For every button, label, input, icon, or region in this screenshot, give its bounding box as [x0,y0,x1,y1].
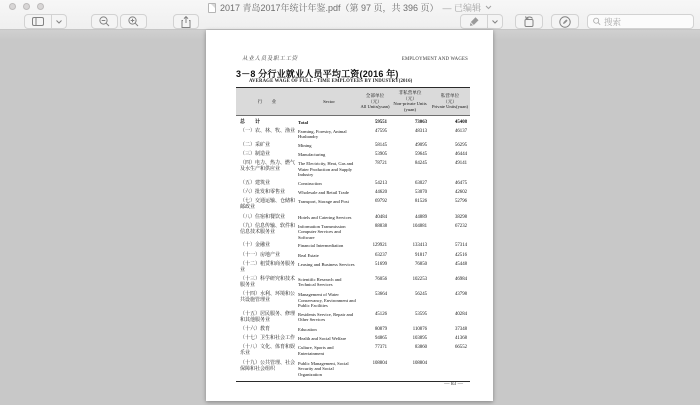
non-private-value: 44889 [415,214,427,220]
all-units-value: 58145 [375,142,387,148]
industry-name-cn: 总 计 [240,119,261,125]
non-private-value: 83860 [415,345,427,351]
all-units-value: 53905 [375,152,387,158]
window-title-text: 2017 青岛2017年统计年鉴.pdf（第 97 页，共 396 页） [219,3,439,13]
industry-name-en: Public Management, Social Security and Social Organization [298,360,349,377]
industry-name-cn: （十七）卫生和社会工作 [240,336,296,342]
col-header-private: 私营单位 （元） Private Units(yuan) [431,92,469,110]
industry-name-cn: （十）金融业 [240,243,271,249]
zoom-out-icon [99,16,110,27]
table-title-en: AVERAGE WAGE OF FULL - TIME EMPLOYEES BY INDUSTRY(2016) [249,79,413,84]
private-value: 46444 [455,152,467,158]
col-header-all-units: 全部单位 （元） All Units(yuan) [360,92,390,110]
industry-name-en: Construction [298,180,322,186]
non-private-value: 53595 [415,311,427,317]
industry-name-cn: （十八）文化、体育和娱乐业 [240,345,296,357]
private-value: 46984 [455,276,467,282]
col-header-non-private: 非私营单位 （元） Non-private Units (yuan) [393,90,427,113]
industry-name-cn: （四）电力、热力、燃气及水生产和供应业 [240,161,296,173]
table-row [236,222,470,242]
share-button[interactable] [173,14,199,29]
industry-name-en: Culture, Sports and Entertainment [298,345,334,356]
table-row [236,344,470,359]
industry-name-cn: （十一）房地产业 [240,252,281,258]
wage-table [236,87,470,382]
industry-name-cn: （六）批发和零售业 [240,190,286,196]
zoom-window-button[interactable] [37,3,44,10]
industry-name-en: Health and Social Welfare [298,336,347,342]
industry-name-cn: （十五）居民服务、修理和其他服务业 [240,311,296,323]
industry-name-cn: （九）信息传输、软件和信息技术服务业 [240,223,296,235]
table-row [236,251,470,260]
highlight-menu-button[interactable] [488,14,503,29]
traffic-lights [9,3,44,10]
industry-name-en: Information Transmission Computer Services and Software [298,223,346,240]
industry-name-en: Mining [298,142,312,148]
all-units-value: 108804 [372,360,387,366]
all-units-value: 88838 [375,223,387,229]
private-value: 42602 [455,190,467,196]
pdf-file-icon [208,3,216,13]
all-units-value: 47595 [375,128,387,134]
table-row [236,291,470,311]
private-value: 46137 [455,128,467,134]
markup-button[interactable] [551,14,579,29]
industry-name-cn: （五）建筑业 [240,180,271,186]
private-value: 45408 [455,119,467,125]
industry-name-en: Management of Water Conservancy, Environment and Public Facilities [298,292,356,309]
non-private-value: 102253 [412,276,427,282]
table-row [236,359,470,379]
industry-name-cn: （一）农、林、牧、渔业 [240,128,296,134]
table-row [236,242,470,251]
markup-circle-icon [559,16,571,28]
non-private-value: 81526 [415,199,427,205]
table-row [236,160,470,180]
private-value: 38298 [455,214,467,220]
minimize-window-button[interactable] [23,3,30,10]
chevron-down-icon [56,20,62,24]
edited-label[interactable]: — 已编辑 [442,3,482,13]
all-units-value: 94865 [375,336,387,342]
non-private-value: 48313 [415,128,427,134]
private-value: 67232 [455,223,467,229]
non-private-value: 63027 [415,180,427,186]
industry-name-cn: （七）交通运输、仓储和邮政业 [240,199,296,211]
private-value: 42516 [455,252,467,258]
non-private-value: 84245 [415,161,427,167]
industry-name-en: Wholesale and Retail Trade [298,190,349,196]
industry-name-en: Total [298,119,309,125]
table-row [236,179,470,188]
industry-name-en: Hotels and Catering Services [298,214,352,220]
zoom-out-button[interactable] [91,14,118,29]
table-row [236,127,470,141]
table-row [236,275,470,290]
sidebar-icon [32,17,44,26]
table-title-cn: 3－8 分行业就业人员平均工资(2016 年) [236,69,399,79]
non-private-value: 91817 [415,252,427,258]
zoom-in-icon [128,16,139,27]
all-units-value: 51699 [375,261,387,267]
private-value: 66552 [455,345,467,351]
pdf-viewport[interactable] [0,30,700,405]
industry-name-en: Financial Intermediation [298,243,344,249]
industry-name-en: Transport, Storage and Post [298,199,349,205]
non-private-value: 110876 [412,327,427,333]
private-value: 40284 [455,311,467,317]
non-private-value: 73063 [415,119,427,125]
industry-name-cn: （十六）教育 [240,327,271,333]
table-row [236,141,470,150]
private-value: 37348 [455,327,467,333]
industry-name-en: Manufacturing [298,152,326,158]
private-value: 46475 [455,180,467,186]
private-value: 49141 [455,161,467,167]
all-units-value: 78721 [375,161,387,167]
non-private-value: 103895 [412,336,427,342]
industry-name-en: Leasing and Business Services [298,261,355,267]
titlebar [0,0,700,13]
title-chevron-down-icon[interactable] [485,5,492,10]
table-body [236,116,470,381]
private-value: 43798 [455,292,467,298]
non-private-value: 56245 [415,292,427,298]
private-value: 56295 [455,142,467,148]
page-number: — 83 — [444,381,463,387]
all-units-value: 69792 [375,199,387,205]
table-row [236,335,470,344]
all-units-value: 40484 [375,214,387,220]
non-private-value: 59645 [415,152,427,158]
rotate-button[interactable] [515,14,543,29]
running-header [242,54,468,62]
highlight-button[interactable] [460,14,488,29]
industry-name-cn: （二）采矿业 [240,142,271,148]
all-units-value: 45126 [375,311,387,317]
industry-name-en: Real Estate [298,252,319,258]
table-row [236,310,470,325]
table-row [236,213,470,222]
chevron-down-icon [492,20,498,24]
marker-pen-icon [468,16,480,27]
search-field[interactable] [587,14,694,29]
industry-name-cn: （十四）水利、环境和公共设施管理业 [240,292,296,304]
all-units-value: 54213 [375,180,387,186]
all-units-value: 53664 [375,292,387,298]
zoom-in-button[interactable] [120,14,147,29]
share-icon [181,16,191,28]
search-input[interactable] [604,17,688,27]
all-units-value: 77371 [375,345,387,351]
industry-name-en: Farming, Forestry, Animal Husbandry [298,128,347,140]
industry-name-en: Education [298,327,317,333]
non-private-value: 76850 [415,261,427,267]
table-row [236,325,470,334]
all-units-value: 76056 [375,276,387,282]
all-units-value: 44620 [375,190,387,196]
table-row [236,198,470,213]
private-value: 52796 [455,199,467,205]
sidebar-button[interactable] [24,14,52,29]
sidebar-menu-button[interactable] [52,14,67,29]
table-row [236,118,470,127]
all-units-value: 129921 [372,243,387,249]
private-value: 57314 [455,243,467,249]
pdf-page [206,30,493,401]
close-window-button[interactable] [9,3,16,10]
industry-name-cn: （八）住宿和餐饮业 [240,214,286,220]
table-row [236,189,470,198]
industry-name-en: The Electricity, Heat, Gas and Water Production and Supply Industry [298,161,354,178]
running-header-cn: 从业人员及职工工资 [242,56,298,62]
col-header-sector: Sector [323,98,335,104]
toolbar [0,13,700,30]
window-title [208,1,492,14]
rotate-icon [523,16,535,27]
table-header-row [236,88,470,116]
non-private-value: 108804 [412,360,427,366]
non-private-value: 104881 [412,223,427,229]
col-header-industry: 行 业 [257,98,277,104]
non-private-value: 133413 [412,243,427,249]
non-private-value: 53070 [415,190,427,196]
private-value: 41368 [455,336,467,342]
industry-name-cn: （十九）公共管理、社会保障和社会组织 [240,360,296,372]
industry-name-cn: （三）制造业 [240,152,271,158]
window-chrome [0,0,700,30]
industry-name-en: Scientific Research and Technical Services [298,276,342,288]
running-header-en: EMPLOYMENT AND WAGES [401,57,468,62]
all-units-value: 59551 [375,119,387,125]
table-row [236,260,470,275]
table-row [236,151,470,160]
search-icon [593,17,601,26]
all-units-value: 63237 [375,252,387,258]
all-units-value: 80879 [375,327,387,333]
industry-name-en: Residents Service, Repair and Other Services [298,311,354,323]
industry-name-cn: （十三）科学研究和技术服务业 [240,276,296,288]
industry-name-cn: （十二）租赁和商务服务业 [240,261,296,273]
non-private-value: 49095 [415,142,427,148]
private-value: 45448 [455,261,467,267]
